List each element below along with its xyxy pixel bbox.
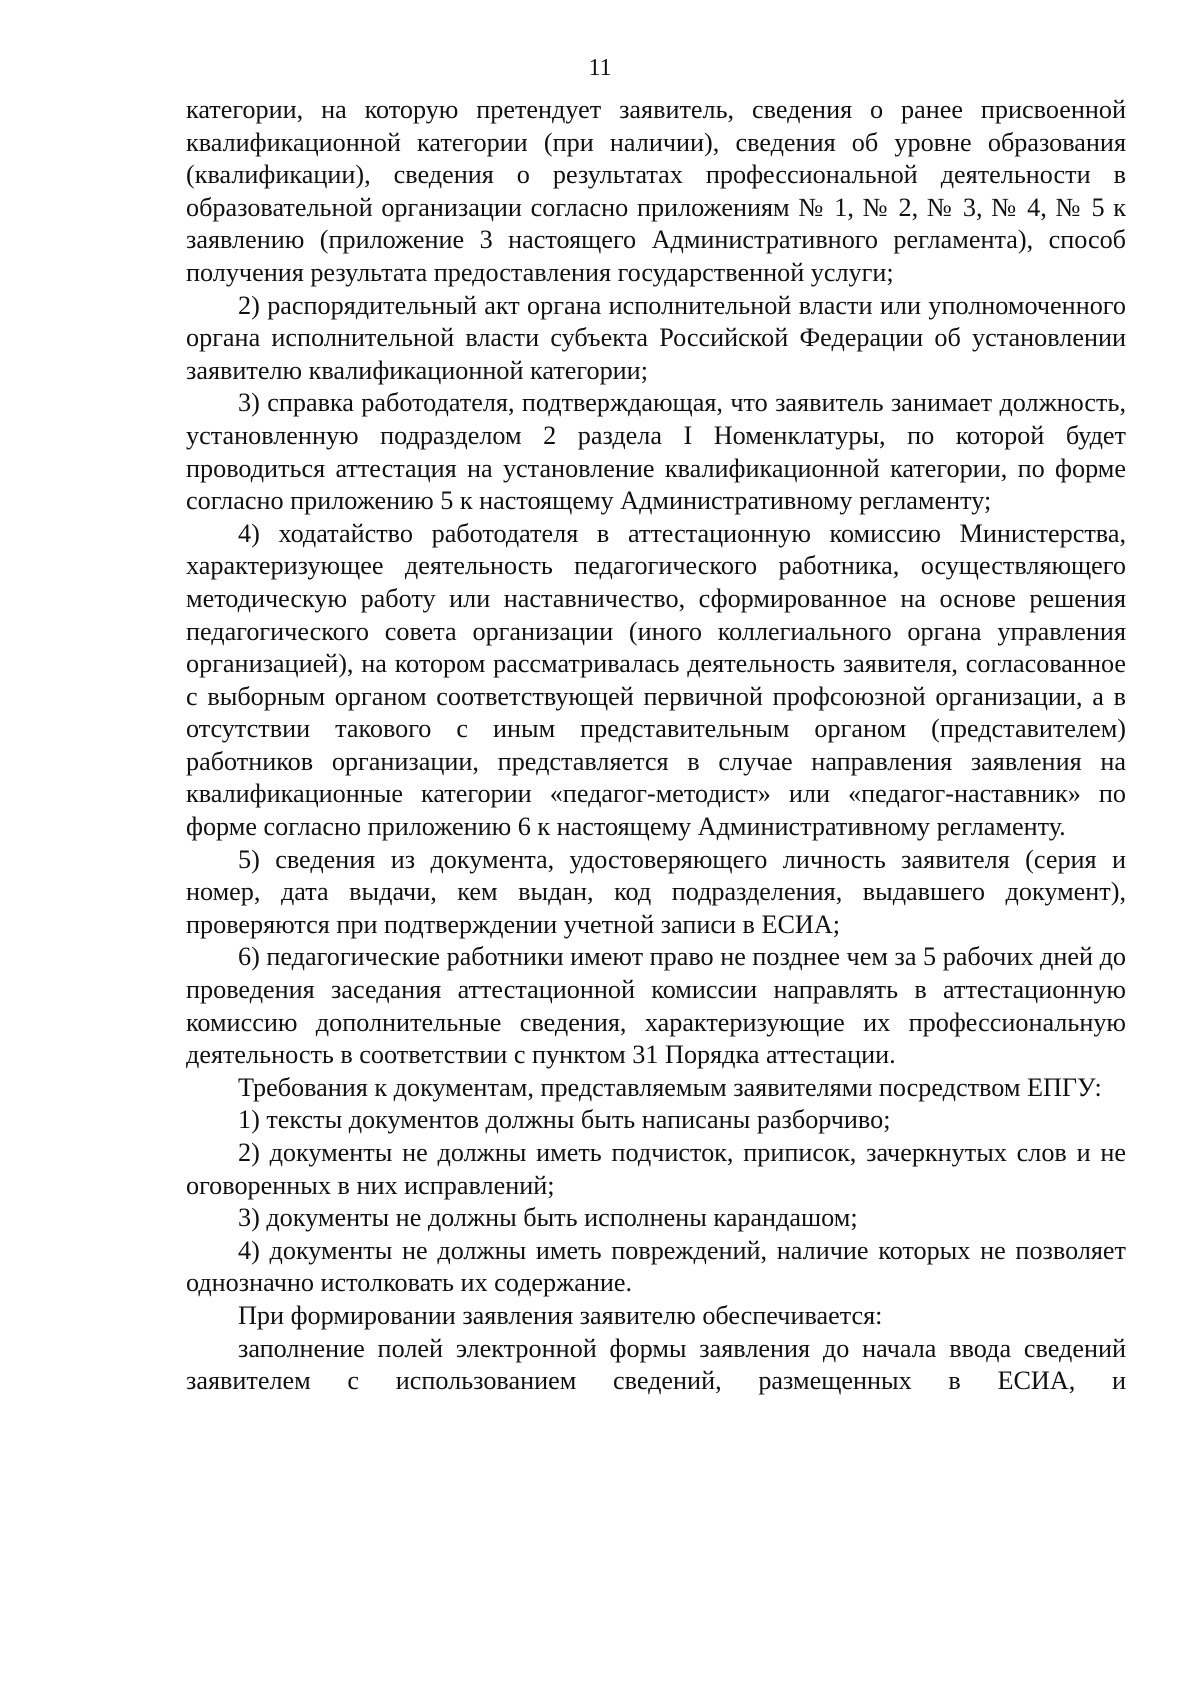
paragraph-form-intro: При формировании заявления заявителю обеспечивается: <box>238 1300 883 1330</box>
paragraph-requirement-2: 2) документы не должны иметь подчисток, приписок, зачеркнутых слов и не оговоренных в них исправлений; <box>186 1138 1126 1200</box>
paragraph-requirements-intro: Требования к документам, представляемым заявителями посредством ЕПГУ: <box>238 1072 1102 1102</box>
paragraph-requirement-1: 1) тексты документов должны быть написаны разборчиво; <box>238 1105 891 1135</box>
paragraph-form-fill: заполнение полей электронной формы заявления до начала ввода сведений заявителем с использованием сведений, размещенных в ЕСИА, и <box>186 1333 1126 1396</box>
paragraph-item-4: 4) ходатайство работодателя в аттестационную комиссию Министерства, характеризующее деятельность педагогического работника, осуществляющего методическую работу или наставничество, сформированное на основе решения педагогического совета организации (иного коллегиального органа управления организацией), на котором рассматривалась деятельность заявителя, согласованное с выборным органом соответствующей первичной профсоюзной организации, а в отсутствии такового с иным представительным органом (представителем) работников организации, представляется в случае направления заявления на квалификационные категории «педагог-методист» или «педагог-наставник» по форме согласно приложению 6 к настоящему Административному регламенту. <box>186 518 1126 842</box>
paragraph-item-2: 2) распорядительный акт органа исполнительной власти или уполномоченного органа исполнительной власти субъекта Российской Федерации об установлении заявителю квалификационной категории; <box>186 290 1126 385</box>
paragraph-continuation: категории, на которую претендует заявитель, сведения о ранее присвоенной квалификационной категории (при наличии), сведения об уровне образования (квалификации), сведения о результатах профессиональной деятельности в образовательной организации согласно приложениям № 1, № 2, № 3, № 4, № 5 к заявлению (приложение 3 настоящего Административного регламента), способ получения результата предоставления государственной услуги; <box>186 95 1126 287</box>
paragraph-requirement-3: 3) документы не должны быть исполнены карандашом; <box>238 1203 858 1233</box>
paragraph-item-3: 3) справка работодателя, подтверждающая, что заявитель занимает должность, установленную подразделом 2 раздела I Номенклатуры, по которой будет проводиться аттестация на установление квалификационной категории, по форме согласно приложению 5 к настоящему Административному регламенту; <box>186 388 1126 516</box>
paragraph-item-5: 5) сведения из документа, удостоверяющего личность заявителя (серия и номер, дата выдачи, кем выдан, код подразделения, выдавшего документ), проверяются при подтверждении учетной записи в ЕСИА; <box>186 844 1126 939</box>
page-number: 11 <box>588 55 612 81</box>
paragraph-item-6: 6) педагогические работники имеют право не позднее чем за 5 рабочих дней до проведения заседания аттестационной комиссии направлять в аттестационную комиссию дополнительные сведения, характеризующие их профессиональную деятельность в соответствии с пунктом 31 Порядка аттестации. <box>186 942 1126 1070</box>
paragraph-requirement-4: 4) документы не должны иметь повреждений, наличие которых не позволяет однозначно истолковать их содержание. <box>186 1235 1126 1298</box>
document-body <box>186 94 1126 1398</box>
